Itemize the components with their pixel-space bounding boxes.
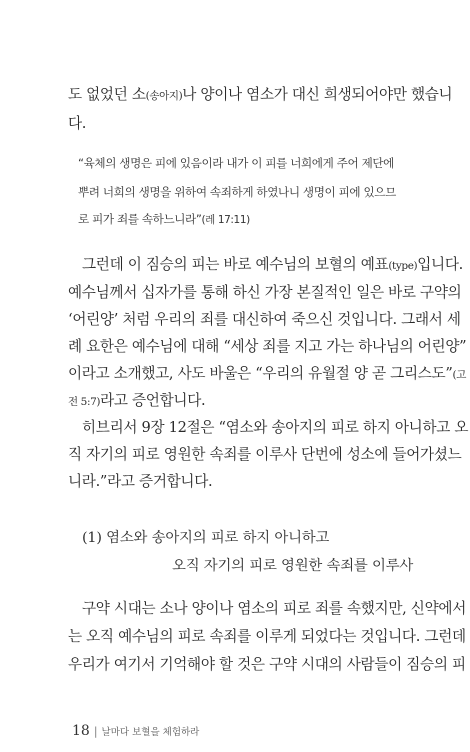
intro-line-2: 다. [68,115,87,132]
para1-line-6: 전 5:7)라고 증언합니다. [68,392,206,409]
book-title: 날마다 보혈을 체험하라 [101,727,200,738]
para1-line-4: 례 요한은 예수님에 대해 “세상 죄를 지고 가는 하나님의 어린양” [68,338,467,355]
quote-line-2: 뿌려 너희의 생명을 위하여 속죄하게 하였나니 생명이 피에 있으므 [78,185,396,199]
page-footer [72,722,199,738]
para1-line-2: 예수님께서 십자가를 통해 하신 가장 본질적인 일은 바로 구약의 [68,284,462,301]
para3-line-2: 는 오직 예수님의 피로 속죄를 이루게 되었다는 것입니다. 그런데 [68,628,466,645]
para1-line-5: 이라고 소개했고, 사도 바울은 “우리의 유월절 양 곧 그리스도”(고 [68,365,466,382]
section-heading-line-1: (1) 염소와 송아지의 피로 하지 아니하고 [82,530,330,546]
para3-line-3: 우리가 여기서 기억해야 할 것은 구약 시대의 사람들이 짐승의 피 [68,656,466,673]
para2-line-1: 히브리서 9장 12절은 “염소와 송아지의 피로 하지 아니하고 오 [82,419,469,436]
para1-line-1: 그런데 이 짐승의 피는 바로 예수님의 보혈의 예표(type)입니다. [82,256,463,273]
para2-line-2: 직 자기의 피로 영원한 속죄를 이루사 단번에 성소에 들어가셨느 [68,446,462,463]
quote-text: 로 피가 죄를 속하느니라” [78,212,202,226]
quote-line-3 [78,214,250,226]
quote-line-1: “육체의 생명은 피에 있음이라 내가 이 피를 너희에게 주어 제단에 [78,156,394,170]
para2-line-3: 니라.”라고 증거합니다. [68,473,213,490]
intro-line-1: 도 없었던 소(송아지)나 양이나 염소가 대신 희생되어야만 했습니 [68,86,453,103]
section-heading-line-2: 오직 자기의 피로 영원한 속죄를 이루사 [172,558,414,574]
para3-line-1: 구약 시대는 소나 양이나 염소의 피로 죄를 속했지만, 신약에서 [82,600,466,617]
para1-line-3: ‘어린양’ 처럼 우리의 죄를 대신하여 죽으신 것입니다. 그래서 세 [68,311,461,328]
page-number: 18 [72,723,90,739]
footer-separator: | [93,725,98,738]
quote-reference: (레 17:11) [201,214,250,226]
